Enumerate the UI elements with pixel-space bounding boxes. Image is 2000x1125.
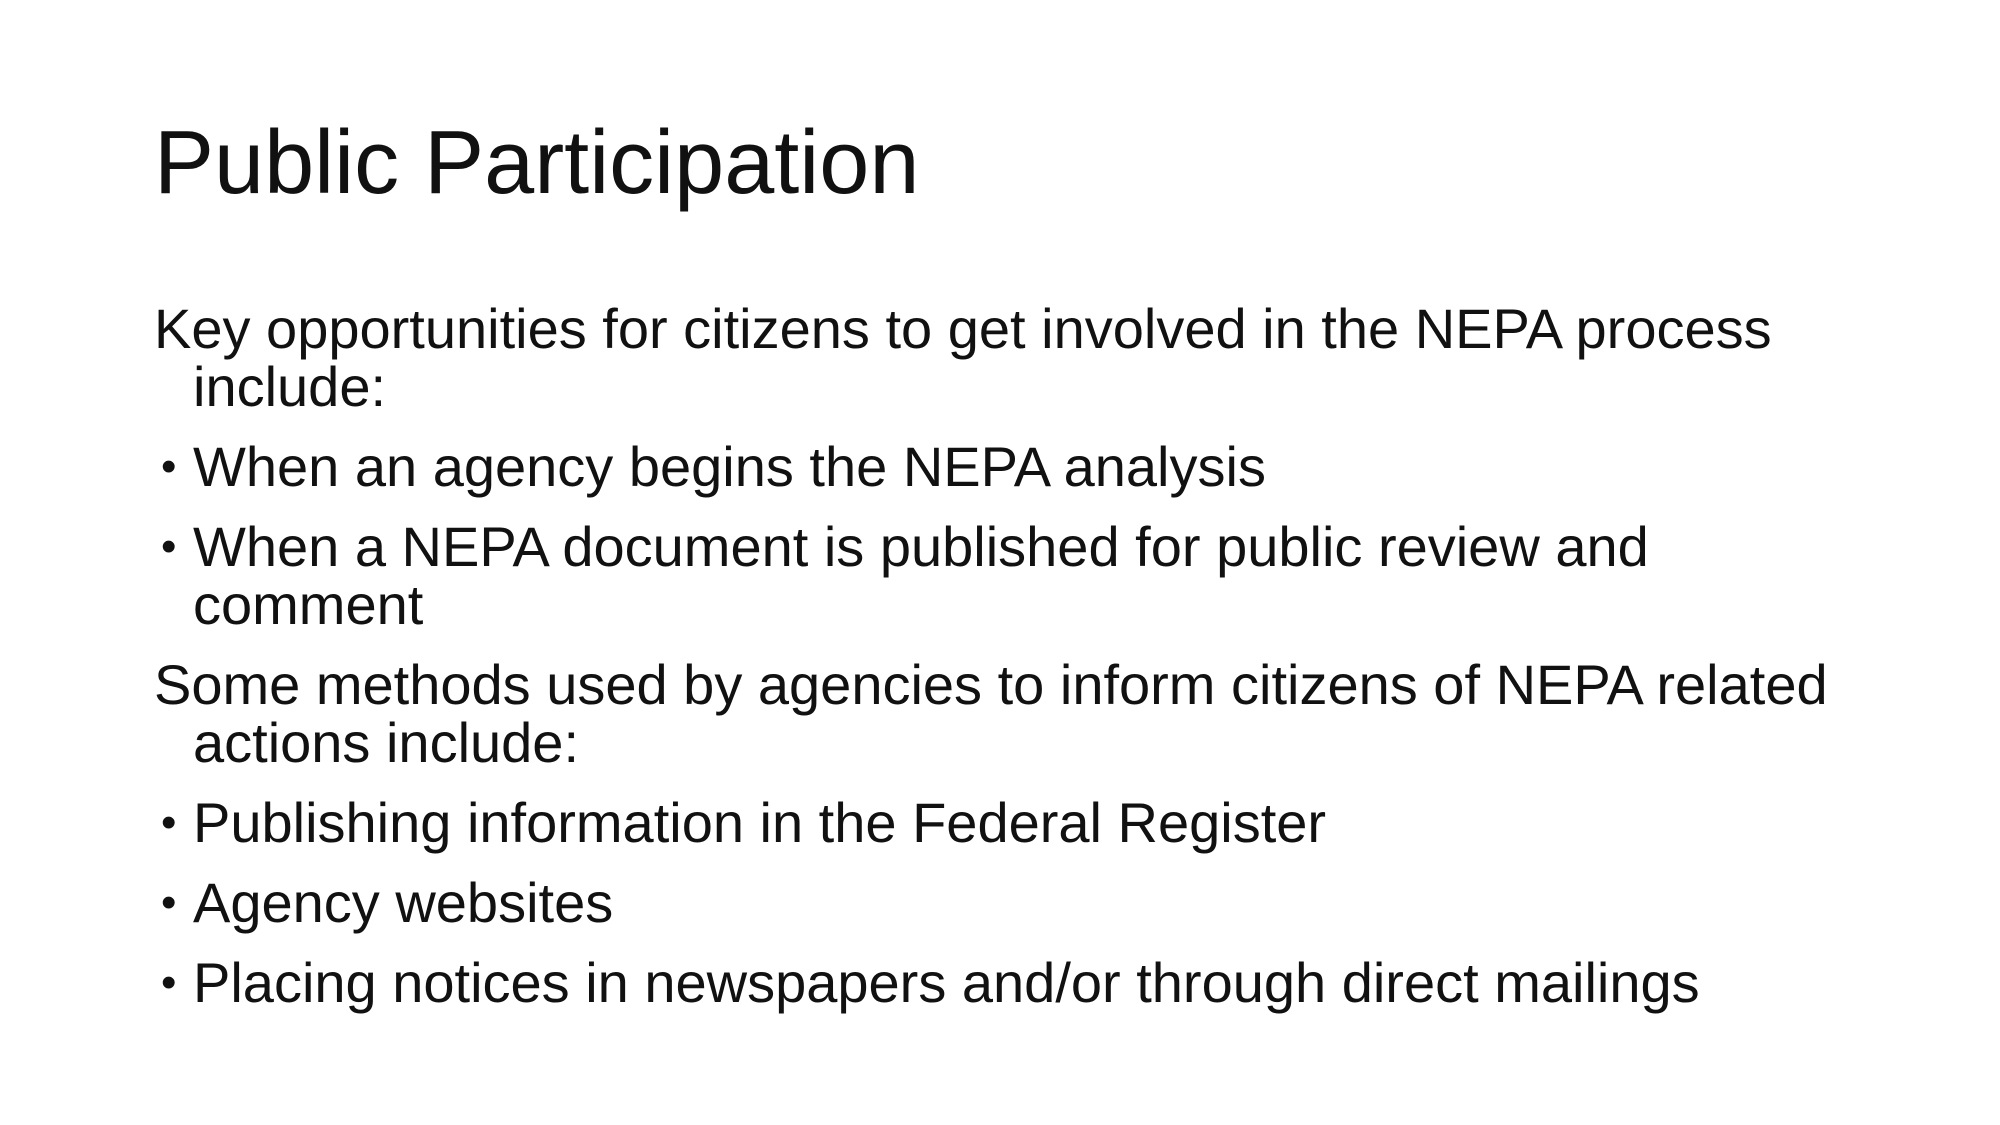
bullet-dot-icon: • xyxy=(161,522,177,571)
bullet-dot-icon: • xyxy=(161,798,177,847)
bullet-item xyxy=(154,791,1874,854)
slide-body xyxy=(154,297,1874,1034)
bullet-dot-icon: • xyxy=(161,442,177,491)
bullet-dot-icon: • xyxy=(161,878,177,927)
bullet-item xyxy=(154,871,1874,934)
bullet-item xyxy=(154,435,1874,498)
slide-title: Public Participation xyxy=(154,113,920,213)
bullet-text: Placing notices in newspapers and/or through direct mailings xyxy=(193,951,1700,1014)
bullet-text: Publishing information in the Federal Register xyxy=(193,791,1327,854)
bullet-item xyxy=(154,951,1874,1014)
bullet-dot-icon: • xyxy=(161,958,177,1007)
bullet-text: When a NEPA document is published for public review and comment xyxy=(193,515,1649,636)
bullet-text: When an agency begins the NEPA analysis xyxy=(193,435,1266,498)
bullet-item xyxy=(154,515,1874,636)
intro-paragraph-opportunities: Key opportunities for citizens to get involved in the NEPA process include: xyxy=(154,297,1772,418)
intro-paragraph-methods: Some methods used by agencies to inform citizens of NEPA related actions include: xyxy=(154,653,1828,774)
bullet-text: Agency websites xyxy=(193,871,614,934)
